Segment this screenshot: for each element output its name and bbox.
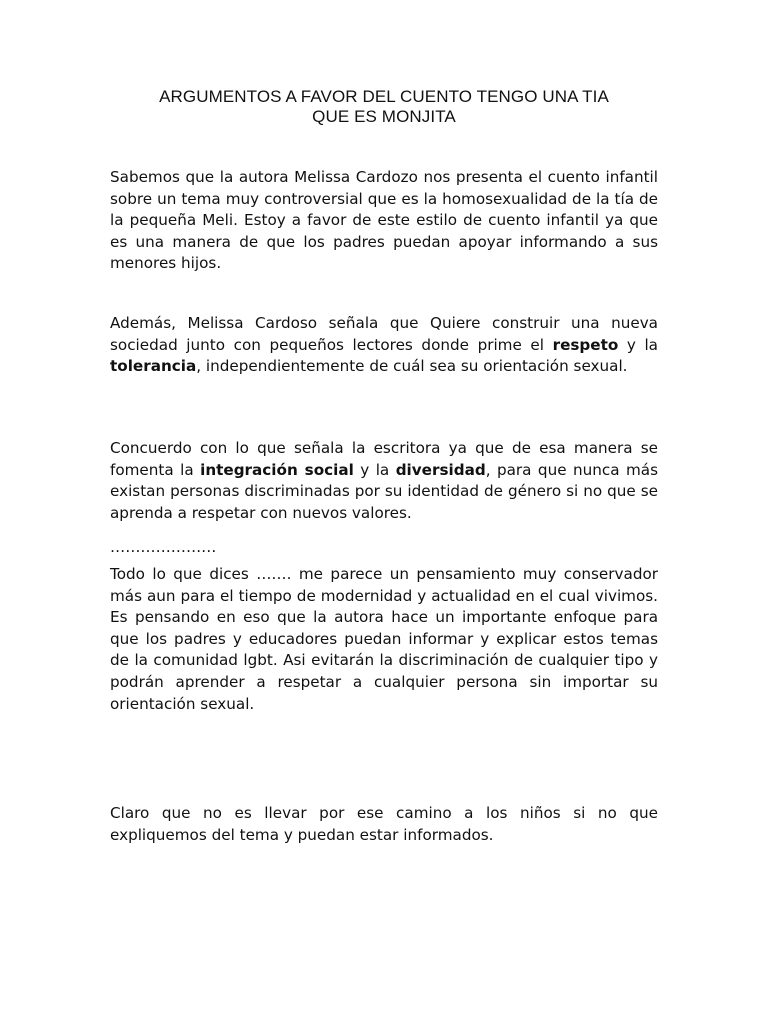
p3-text-c: y la xyxy=(353,460,396,479)
paragraph-conclusion: Claro que no es llevar por ese camino a los niños si no que expliquemos del tema y puedan estar informados. xyxy=(110,804,658,844)
p2-text-a: Además, Melissa Cardoso señala que Quiere construir una nueva sociedad junto con pequeños lectores donde prime el xyxy=(110,314,658,354)
paragraph-intro: Sabemos que la autora Melissa Cardozo nos presenta el cuento infantil sobre un tema muy controversial que es la homosexualidad de la tía de la pequeña Meli. Estoy a favor de este estilo de cuento infantil ya que es una manera de que los padres puedan apoyar informando a sus menores hijos. xyxy=(110,168,658,273)
bold-respeto: respeto xyxy=(552,335,619,354)
p2-text-c: y la xyxy=(618,335,658,354)
document-title xyxy=(110,87,658,127)
paragraph-author-intent xyxy=(110,313,658,378)
bold-tolerancia: tolerancia xyxy=(110,357,197,376)
paragraph-agreement xyxy=(110,438,658,524)
bold-diversidad: diversidad xyxy=(395,460,486,479)
title-line-2: QUE ES MONJITA xyxy=(312,107,456,126)
p2-text-d: , independientemente de cuál sea su orientación sexual. xyxy=(196,357,628,376)
title-line-1: ARGUMENTOS A FAVOR DEL CUENTO TENGO UNA TIA xyxy=(159,87,609,106)
p3-text-a: Concuerdo con lo que señala la escritora ya que de esa manera se fomenta la xyxy=(110,439,658,479)
bold-integracion-social: integración social xyxy=(200,460,354,479)
paragraph-rebuttal: Todo lo que dices ……. me parece un pensamiento muy conservador más aun para el tiempo de modernidad y actualidad en el cual vivimos. Es pensando en eso que la autora hace un importante enfoque para que los padres y educadores puedan informar y explicar estos temas de la comunidad lgbt. Asi evitarán la discriminación de cualquier tipo y podrán aprender a respetar a cualquier persona sin importar su orientación sexual. xyxy=(110,565,658,713)
dotted-separator: ………………… xyxy=(110,538,217,556)
p3-text-d: , para que nunca más existan personas discriminadas por su identidad de género si no que se aprenda a respetar con nuevos valores. xyxy=(110,460,658,522)
